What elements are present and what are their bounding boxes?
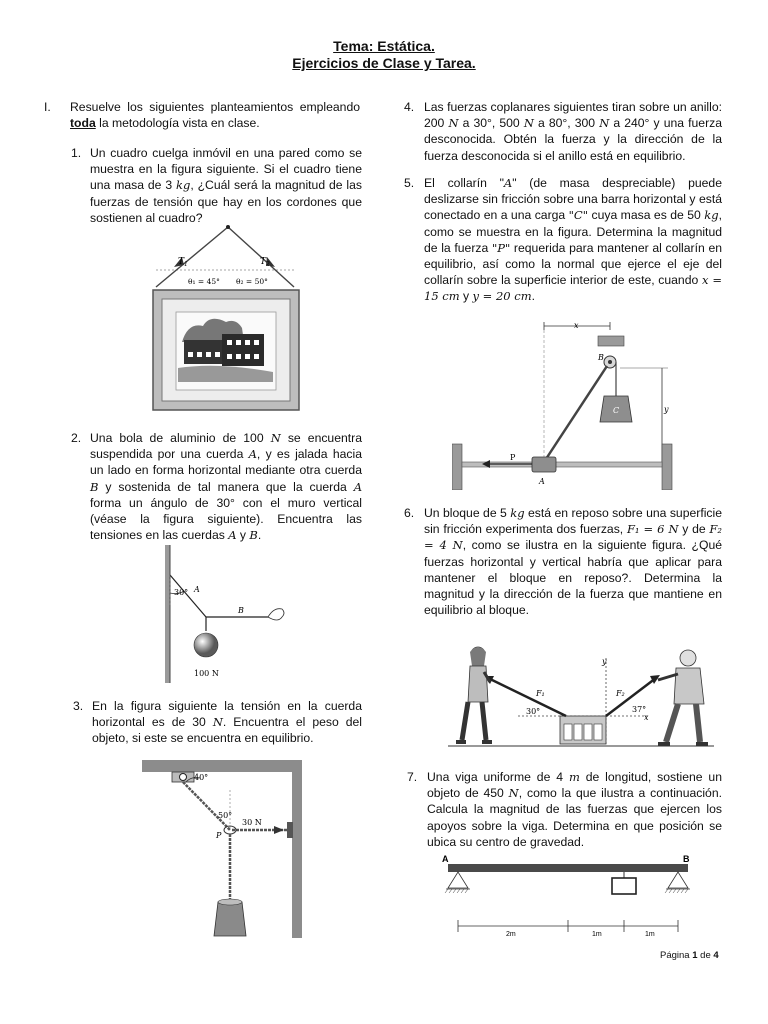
problem-6-text (424, 505, 722, 618)
fig2-angle: 30° (174, 588, 189, 597)
footer-label: Página (660, 950, 693, 961)
problem-2-number: 2. (71, 431, 82, 445)
p4-v1: N (448, 116, 459, 131)
p2-val: 100 (243, 431, 264, 445)
intro-text-b: la metodología vista en clase. (95, 116, 260, 131)
p5-text-d: , como se muestra en la figura. Determina la magnitud de la fuerza (424, 208, 722, 255)
p4-v3: N (599, 116, 610, 131)
fig6-a2: 37° (632, 705, 647, 714)
figure-beam-supports (438, 852, 698, 942)
p7-text-b: de longitud, sostiene un objeto de 450 (427, 770, 722, 801)
problem-1-text (90, 145, 362, 226)
p4-v2: N (523, 116, 534, 131)
p5-eq2: y = 20 cm (472, 289, 532, 304)
fig7-d1: 2m (506, 931, 516, 938)
p5-text-c: cuya masa es de 50 (588, 208, 705, 223)
p4-text-c: a 80°, 300 (533, 116, 600, 131)
fig2-a: A (194, 585, 200, 594)
p3-text-b: . Encuentra el peso del objeto, si este se encuentra en equilibrio. (92, 715, 363, 746)
p5-text-a: El collarín " (424, 176, 504, 190)
fig3-force: 30 N (242, 818, 262, 827)
figure-two-people-block (448, 640, 716, 752)
problem-5-text (424, 175, 722, 305)
p2-text-g: . (257, 528, 262, 543)
fig5-b: B (598, 353, 604, 362)
p1-var: kg (176, 178, 191, 193)
fig6-y: y (602, 657, 607, 666)
fig5-c: C (613, 406, 620, 415)
problem-3-text (92, 698, 362, 747)
fig6-f1: F₁ (536, 689, 545, 698)
p2-var-a3: A (228, 528, 237, 543)
p5-var-p: "P" (491, 240, 511, 255)
fig5-a: A (539, 477, 545, 486)
p6-text-a: Un bloque de 5 (424, 506, 511, 520)
footer-page: 1 (692, 950, 698, 961)
p2-text-e: forma un ángulo de 30° con el muro vertical (véase la figura siguiente). Encuentra las tensiones en las cuerdas (90, 495, 362, 543)
p5-text-f: y (459, 289, 473, 304)
fig7-b: B (683, 854, 690, 864)
p1-text-a: Un cuadro cuelga inmóvil en una pared como se muestra en la figura siguiente. Si el cuadro tiene una masa de 3 (90, 146, 362, 193)
p5-text-g: . (531, 289, 535, 304)
p6-text-d: , como se ilustra en la siguiente figura. ¿Qué fuerzas horizontal y vertical habría que aplicar para mantener el bloque en reposo?. Determina la magnitud y la dirección de la fuerza que mantiene en equilibrio al bloque. (424, 538, 723, 618)
p2-var-n: N (270, 431, 281, 445)
fig7-a: A (442, 854, 449, 864)
p4-text-a: Las fuerzas coplanares siguientes tiran sobre un anillo: 200 (424, 100, 722, 131)
fig6-f2: F₂ (616, 689, 625, 698)
page-subtitle: Ejercicios de Clase y Tarea. (292, 55, 476, 71)
fig6-x: x (644, 713, 649, 722)
problem-7-text (427, 769, 722, 850)
section-numeral: I. (44, 100, 51, 114)
fig2-b: B (238, 606, 244, 615)
problem-1-number: 1. (71, 146, 82, 160)
fig3-angle1: 40° (194, 773, 209, 782)
p6-eq2: F₂ = 4 N (424, 522, 723, 553)
p5-var-a: A (503, 176, 513, 190)
figure-picture-frame (148, 222, 304, 412)
p2-text-b: se encuentra suspendida por una cuerda (90, 431, 362, 462)
problem-7-number: 7. (407, 770, 418, 784)
p6-text-c: y de (678, 522, 710, 537)
fig5-p: P (510, 453, 516, 462)
p2-var-b1: B (90, 479, 99, 494)
p2-text-f: y (236, 528, 250, 543)
fig5-y: y (664, 405, 669, 414)
problem-5-number: 5. (404, 176, 415, 190)
fig2-weight: 100 N (194, 669, 219, 678)
p6-eq1: F₁ = 6 N (626, 522, 679, 537)
fig3-point: P (216, 831, 222, 840)
p5-text-e: requerida para mantener al collarín en equilibrio, así como la normal que ejerce el eje del collarín sobre la superficie interior de este, cuando (424, 240, 722, 288)
p2-var-a1: A (248, 447, 257, 462)
p3-text-a: En la figura siguiente la tensión en la cuerda horizontal es de 30 (92, 699, 362, 730)
p5-text-b: " (de masa despreciable) puede deslizarse sin fricción sobre una barra horizontal y está conectado en a una carga (424, 176, 722, 223)
intro-bold: toda (70, 116, 96, 131)
intro-text-a: Resuelve los siguientes planteamientos empleando (70, 100, 360, 114)
p2-text-c: , y es jalada hacia un lado en forma horizontal mediante otra cuerda (90, 447, 362, 478)
p7-var-m: m (568, 770, 580, 784)
p6-text-b: está en reposo sobre una superficie sin fricción experimenta dos fuerzas, (424, 506, 722, 537)
p4-text-d: a 240° y una fuerza desconocida. Obtén la fuerza y la dirección de la fuerza desconocida si el anillo está en equilibrio. (424, 116, 722, 163)
p7-text-c: , como la que ilustra a continuación. Calcula la magnitud de las fuerzas que ejercen los apoyos sobre la viga. Determina en que posición se ubica su centro de gravedad. (427, 786, 722, 849)
p6-var-kg: kg (510, 506, 525, 520)
page-footer (660, 950, 719, 961)
fig5-x: x (574, 321, 579, 330)
fig7-d2: 1m (592, 931, 602, 938)
problem-3-number: 3. (73, 699, 84, 713)
p7-var-n: N (508, 786, 519, 801)
p5-eq1: x = 15 cm (424, 273, 722, 304)
fig1-theta2: θ₂ = 50° (236, 277, 268, 286)
page-title: Tema: Estática. (333, 38, 435, 54)
p2-text-d: y sostenida de tal manera que la cuerda (98, 479, 354, 494)
footer-sep: de (697, 950, 714, 961)
footer-total: 4 (713, 950, 719, 961)
section-intro (70, 99, 360, 131)
p2-var-b2: B (249, 528, 258, 543)
fig6-a1: 30° (526, 707, 541, 716)
p4-text-b: a 30°, 500 (458, 116, 524, 131)
p2-var-a2: A (353, 479, 362, 494)
p2-text-a: Una bola de aluminio de (90, 431, 244, 445)
figure-collar-pulley (452, 318, 678, 490)
fig1-t2: $T_2$ (260, 257, 270, 268)
problem-6-number: 6. (404, 506, 415, 520)
p5-var-c: "C" (568, 208, 589, 223)
p5-var-kg: kg (704, 208, 719, 223)
problem-2-text (90, 430, 362, 543)
p1-text-b: , ¿Cuál será la magnitud de las fuerzas de tensión que hay en los cordones que sostienen al cuadro? (90, 178, 362, 225)
problem-4-number: 4. (404, 100, 415, 114)
figure-hanging-ball (158, 545, 298, 685)
fig1-theta1: θ₁ = 45° (188, 277, 220, 286)
fig1-t1: $T_1$ (178, 257, 188, 268)
fig7-d3: 1m (645, 931, 655, 938)
p3-var: N (212, 715, 223, 730)
p7-text-a: Una viga uniforme de 4 (427, 770, 569, 784)
fig3-angle2: 50° (218, 811, 233, 820)
figure-rope-weight (142, 760, 310, 940)
problem-4-text (424, 99, 722, 164)
